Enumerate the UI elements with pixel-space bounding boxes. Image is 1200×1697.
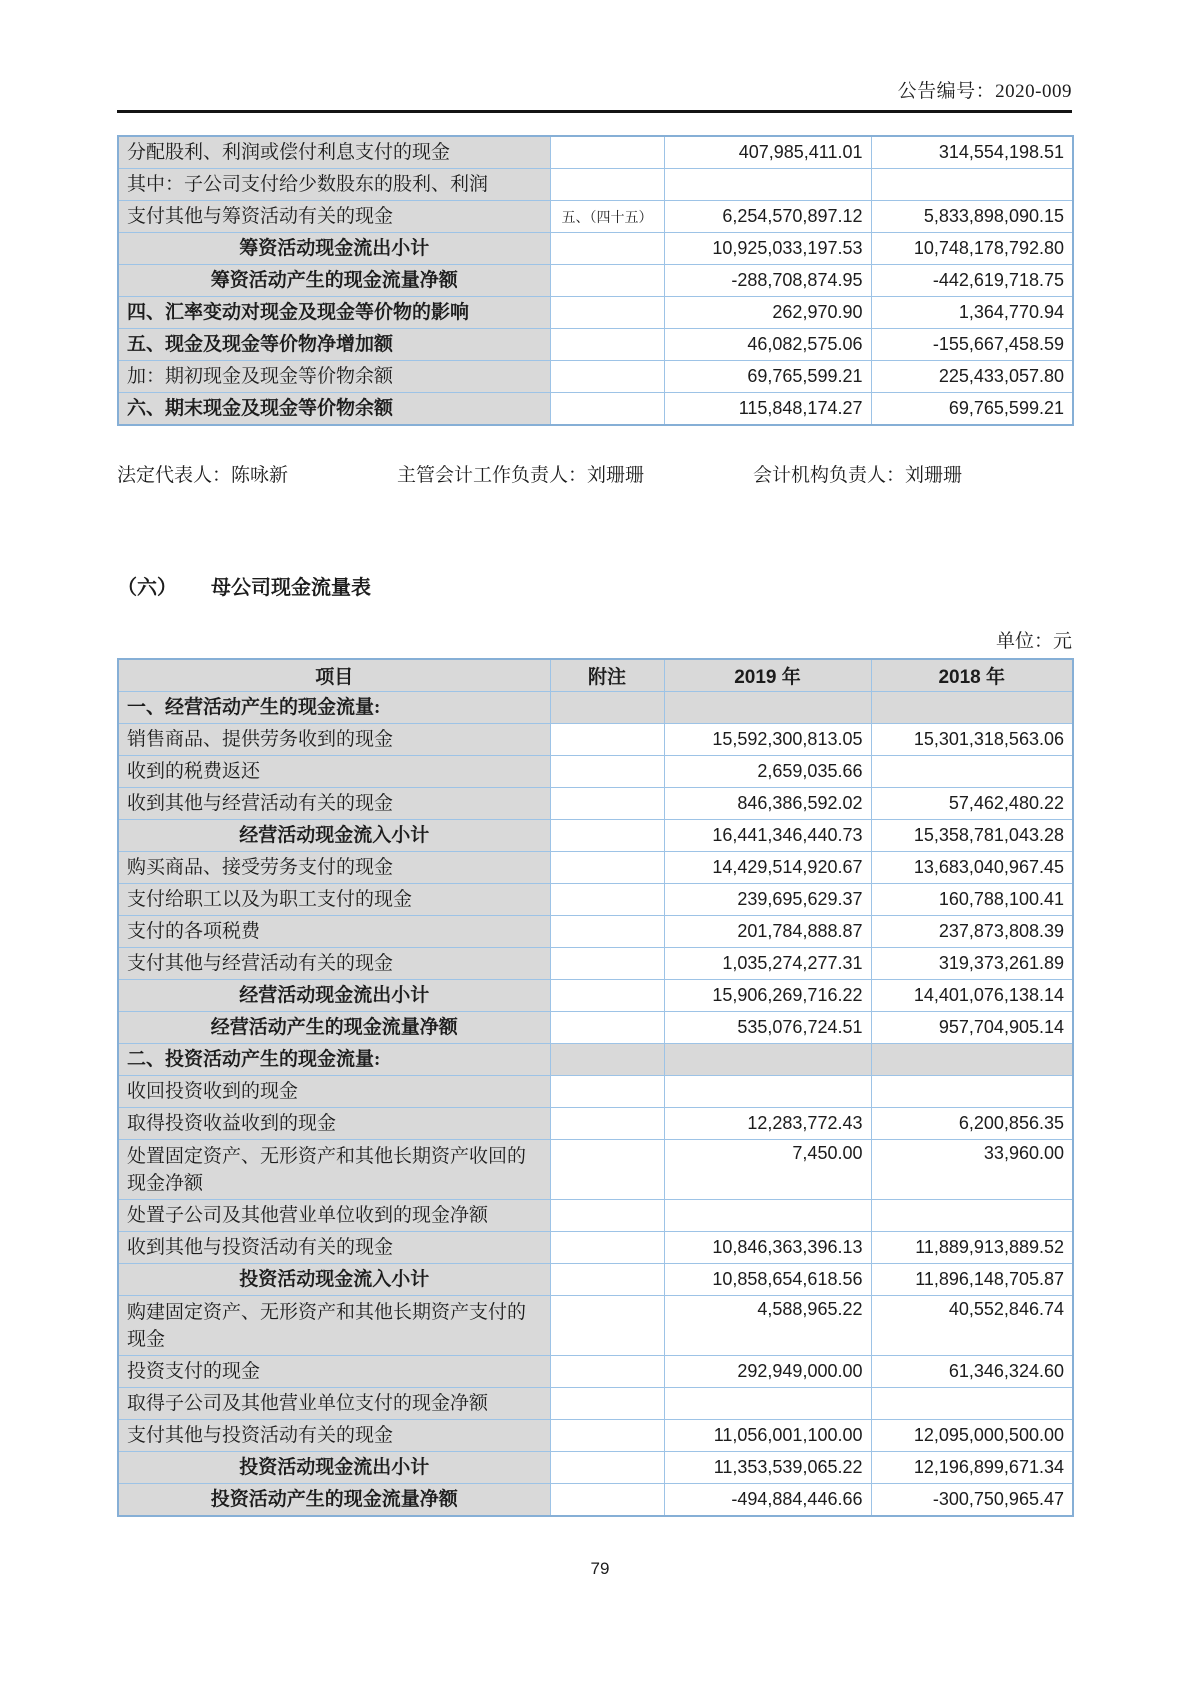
- table-row: [118, 820, 1073, 852]
- table-row: [118, 1452, 1073, 1484]
- value-2018-cell: 6,200,856.35: [871, 1108, 1073, 1140]
- value-2019-cell: 535,076,724.51: [664, 1012, 871, 1044]
- value-2018-cell: 14,401,076,138.14: [871, 980, 1073, 1012]
- note-cell: [550, 265, 664, 297]
- note-cell: [550, 756, 664, 788]
- value-2019-cell: 239,695,629.37: [664, 884, 871, 916]
- value-2019-cell: 14,429,514,920.67: [664, 852, 871, 884]
- table-row: [118, 393, 1073, 426]
- value-2018-cell: 5,833,898,090.15: [871, 201, 1073, 233]
- section-index: （六）: [117, 577, 177, 599]
- item-cell: 经营活动现金流出小计: [118, 980, 550, 1012]
- value-2018-cell: 10,748,178,792.80: [871, 233, 1073, 265]
- table-row: [118, 1108, 1073, 1140]
- table-row: [118, 1264, 1073, 1296]
- item-cell: 四、汇率变动对现金及现金等价物的影响: [118, 297, 550, 329]
- note-cell: [550, 329, 664, 361]
- item-cell: 二、投资活动产生的现金流量:: [118, 1044, 550, 1076]
- value-2019-cell: 10,846,363,396.13: [664, 1232, 871, 1264]
- value-2019-cell: 10,925,033,197.53: [664, 233, 871, 265]
- note-cell: [550, 169, 664, 201]
- section-title: [117, 571, 1072, 600]
- column-header: 附注: [550, 659, 664, 692]
- note-cell: [550, 724, 664, 756]
- value-2018-cell: 11,889,913,889.52: [871, 1232, 1073, 1264]
- table-row: [118, 1388, 1073, 1420]
- item-cell: 支付其他与筹资活动有关的现金: [118, 201, 550, 233]
- table-row: [118, 297, 1073, 329]
- item-cell: 一、经营活动产生的现金流量:: [118, 692, 550, 724]
- note-cell: 五、（四十五）: [550, 201, 664, 233]
- item-cell: 其中：子公司支付给少数股东的股利、利润: [118, 169, 550, 201]
- item-cell: 筹资活动产生的现金流量净额: [118, 265, 550, 297]
- value-2019-cell: 4,588,965.22: [664, 1296, 871, 1356]
- table-row: [118, 1200, 1073, 1232]
- table-row: [118, 1232, 1073, 1264]
- table-row: [118, 201, 1073, 233]
- table-row: [118, 169, 1073, 201]
- value-2018-cell: 314,554,198.51: [871, 136, 1073, 169]
- value-2018-cell: 15,358,781,043.28: [871, 820, 1073, 852]
- item-cell: 加：期初现金及现金等价物余额: [118, 361, 550, 393]
- note-cell: [550, 1108, 664, 1140]
- note-cell: [550, 393, 664, 426]
- note-cell: [550, 1452, 664, 1484]
- value-2019-cell: 10,858,654,618.56: [664, 1264, 871, 1296]
- item-cell: 投资活动产生的现金流量净额: [118, 1484, 550, 1517]
- item-cell: 取得子公司及其他营业单位支付的现金净额: [118, 1388, 550, 1420]
- item-cell: 销售商品、提供劳务收到的现金: [118, 724, 550, 756]
- note-cell: [550, 136, 664, 169]
- value-2018-cell: 160,788,100.41: [871, 884, 1073, 916]
- value-2019-cell: 201,784,888.87: [664, 916, 871, 948]
- item-cell: 六、期末现金及现金等价物余额: [118, 393, 550, 426]
- table-row: [118, 1140, 1073, 1200]
- table-header-row: [118, 659, 1073, 692]
- value-2019-cell: 6,254,570,897.12: [664, 201, 871, 233]
- value-2019-cell: 11,353,539,065.22: [664, 1452, 871, 1484]
- item-cell: 支付的各项税费: [118, 916, 550, 948]
- value-2018-cell: [871, 692, 1073, 724]
- table-row: [118, 756, 1073, 788]
- value-2019-cell: 12,283,772.43: [664, 1108, 871, 1140]
- note-cell: [550, 1264, 664, 1296]
- value-2019-cell: [664, 1200, 871, 1232]
- value-2019-cell: -494,884,446.66: [664, 1484, 871, 1517]
- value-2019-cell: [664, 1388, 871, 1420]
- item-cell: 处置固定资产、无形资产和其他长期资产收回的现金净额: [118, 1140, 550, 1200]
- value-2018-cell: [871, 1076, 1073, 1108]
- note-cell: [550, 1420, 664, 1452]
- value-2018-cell: -300,750,965.47: [871, 1484, 1073, 1517]
- note-cell: [550, 1200, 664, 1232]
- value-2018-cell: 957,704,905.14: [871, 1012, 1073, 1044]
- legal-representative-label: 法定代表人：陈咏新: [117, 465, 289, 486]
- value-2018-cell: 40,552,846.74: [871, 1296, 1073, 1356]
- note-cell: [550, 1296, 664, 1356]
- note-cell: [550, 948, 664, 980]
- value-2019-cell: 1,035,274,277.31: [664, 948, 871, 980]
- note-cell: [550, 788, 664, 820]
- value-2018-cell: 12,196,899,671.34: [871, 1452, 1073, 1484]
- value-2018-cell: [871, 169, 1073, 201]
- value-2019-cell: 2,659,035.66: [664, 756, 871, 788]
- section-title-text: 母公司现金流量表: [211, 577, 371, 599]
- note-cell: [550, 233, 664, 265]
- item-cell: 收到其他与投资活动有关的现金: [118, 1232, 550, 1264]
- value-2018-cell: [871, 1044, 1073, 1076]
- item-cell: 支付其他与经营活动有关的现金: [118, 948, 550, 980]
- value-2019-cell: 115,848,174.27: [664, 393, 871, 426]
- table-row: [118, 980, 1073, 1012]
- value-2019-cell: 15,592,300,813.05: [664, 724, 871, 756]
- page-number: 79: [590, 1559, 610, 1578]
- item-cell: 投资活动现金流出小计: [118, 1452, 550, 1484]
- table-row: [118, 948, 1073, 980]
- note-cell: [550, 1232, 664, 1264]
- item-cell: 支付其他与投资活动有关的现金: [118, 1420, 550, 1452]
- note-cell: [550, 1076, 664, 1108]
- consolidated-cashflow-table-continued: [117, 135, 1074, 426]
- item-cell: 投资支付的现金: [118, 1356, 550, 1388]
- note-cell: [550, 692, 664, 724]
- table-row: [118, 1484, 1073, 1517]
- note-cell: [550, 1484, 664, 1517]
- value-2018-cell: 33,960.00: [871, 1140, 1073, 1200]
- accounting-dept-head-label: 会计机构负责人：刘珊珊: [752, 465, 962, 486]
- column-header: 项目: [118, 659, 550, 692]
- item-cell: 分配股利、利润或偿付利息支付的现金: [118, 136, 550, 169]
- table-row: [118, 1356, 1073, 1388]
- column-header: 2019 年: [664, 659, 871, 692]
- note-cell: [550, 980, 664, 1012]
- table-row: [118, 1420, 1073, 1452]
- value-2018-cell: 11,896,148,705.87: [871, 1264, 1073, 1296]
- table-row: [118, 852, 1073, 884]
- value-2018-cell: 61,346,324.60: [871, 1356, 1073, 1388]
- value-2018-cell: 225,433,057.80: [871, 361, 1073, 393]
- value-2019-cell: 69,765,599.21: [664, 361, 871, 393]
- item-cell: 投资活动现金流入小计: [118, 1264, 550, 1296]
- item-cell: 购买商品、接受劳务支付的现金: [118, 852, 550, 884]
- note-cell: [550, 1140, 664, 1200]
- value-2019-cell: [664, 1044, 871, 1076]
- value-2018-cell: [871, 1388, 1073, 1420]
- value-2018-cell: -442,619,718.75: [871, 265, 1073, 297]
- table-row: [118, 361, 1073, 393]
- value-2018-cell: 319,373,261.89: [871, 948, 1073, 980]
- announcement-number: 公告编号：2020-009: [897, 81, 1072, 102]
- table-row: [118, 233, 1073, 265]
- table-row: [118, 916, 1073, 948]
- value-2018-cell: [871, 756, 1073, 788]
- value-2018-cell: 13,683,040,967.45: [871, 852, 1073, 884]
- item-cell: 支付给职工以及为职工支付的现金: [118, 884, 550, 916]
- value-2019-cell: [664, 1076, 871, 1108]
- value-2018-cell: 57,462,480.22: [871, 788, 1073, 820]
- value-2018-cell: 237,873,808.39: [871, 916, 1073, 948]
- value-2019-cell: 846,386,592.02: [664, 788, 871, 820]
- note-cell: [550, 1044, 664, 1076]
- note-cell: [550, 916, 664, 948]
- item-cell: 五、现金及现金等价物净增加额: [118, 329, 550, 361]
- note-cell: [550, 884, 664, 916]
- header-divider: [117, 110, 1072, 113]
- item-cell: 经营活动产生的现金流量净额: [118, 1012, 550, 1044]
- value-2019-cell: 292,949,000.00: [664, 1356, 871, 1388]
- value-2019-cell: 46,082,575.06: [664, 329, 871, 361]
- table-row: [118, 1076, 1073, 1108]
- column-header: 2018 年: [871, 659, 1073, 692]
- note-cell: [550, 1356, 664, 1388]
- value-2018-cell: 1,364,770.94: [871, 297, 1073, 329]
- item-cell: 收回投资收到的现金: [118, 1076, 550, 1108]
- note-cell: [550, 1388, 664, 1420]
- value-2019-cell: 16,441,346,440.73: [664, 820, 871, 852]
- table-row: [118, 692, 1073, 724]
- note-cell: [550, 1012, 664, 1044]
- value-2019-cell: 7,450.00: [664, 1140, 871, 1200]
- value-2019-cell: -288,708,874.95: [664, 265, 871, 297]
- table-row: [118, 136, 1073, 169]
- table-row: [118, 1296, 1073, 1356]
- item-cell: 收到其他与经营活动有关的现金: [118, 788, 550, 820]
- value-2018-cell: [871, 1200, 1073, 1232]
- item-cell: 经营活动现金流入小计: [118, 820, 550, 852]
- note-cell: [550, 820, 664, 852]
- table-row: [118, 788, 1073, 820]
- table-row: [118, 1044, 1073, 1076]
- table-row: [118, 884, 1073, 916]
- value-2019-cell: 11,056,001,100.00: [664, 1420, 871, 1452]
- item-cell: 处置子公司及其他营业单位收到的现金净额: [118, 1200, 550, 1232]
- table-row: [118, 1012, 1073, 1044]
- value-2019-cell: [664, 169, 871, 201]
- value-2019-cell: [664, 692, 871, 724]
- value-2018-cell: 12,095,000,500.00: [871, 1420, 1073, 1452]
- note-cell: [550, 361, 664, 393]
- unit-label: 单位：元: [995, 631, 1072, 652]
- value-2019-cell: 262,970.90: [664, 297, 871, 329]
- parent-company-cashflow-table: [117, 658, 1074, 1517]
- note-cell: [550, 852, 664, 884]
- table-row: [118, 265, 1073, 297]
- value-2018-cell: -155,667,458.59: [871, 329, 1073, 361]
- value-2019-cell: 15,906,269,716.22: [664, 980, 871, 1012]
- item-cell: 收到的税费返还: [118, 756, 550, 788]
- value-2018-cell: 15,301,318,563.06: [871, 724, 1073, 756]
- item-cell: 筹资活动现金流出小计: [118, 233, 550, 265]
- value-2019-cell: 407,985,411.01: [664, 136, 871, 169]
- table-row: [118, 724, 1073, 756]
- note-cell: [550, 297, 664, 329]
- value-2018-cell: 69,765,599.21: [871, 393, 1073, 426]
- item-cell: 取得投资收益收到的现金: [118, 1108, 550, 1140]
- chief-accountant-label: 主管会计工作负责人：刘珊珊: [396, 465, 644, 486]
- item-cell: 购建固定资产、无形资产和其他长期资产支付的现金: [118, 1296, 550, 1356]
- signatory-line: [117, 460, 962, 487]
- table-row: [118, 329, 1073, 361]
